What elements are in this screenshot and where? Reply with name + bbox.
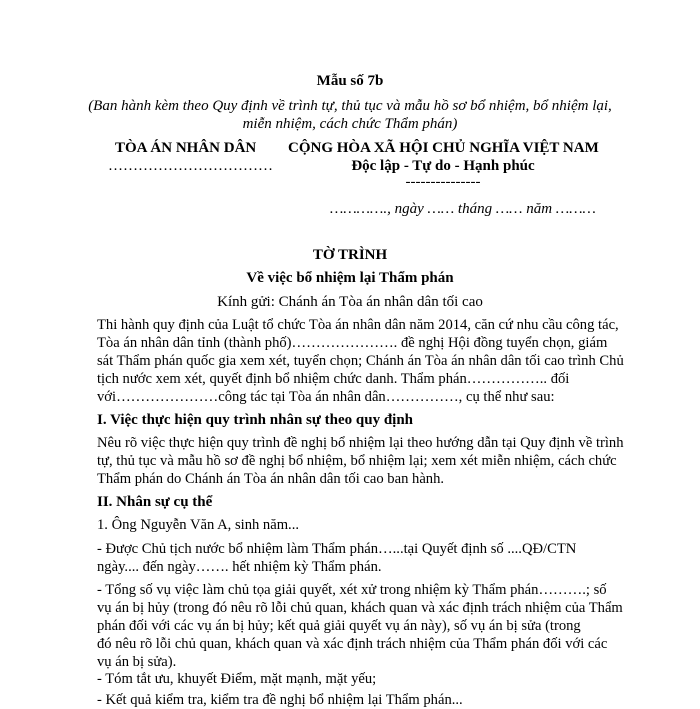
- cases-line-2: vụ án bị hủy (trong đó nêu rõ lỗi chủ quan, khách quan và xác định trách nhiệm của Thẩm: [97, 600, 623, 616]
- intro-line-4: tịch nước xem xét, quyết định bổ nhiệm chức danh. Thẩm phán…………….. đối: [97, 371, 570, 387]
- doc-title: TỜ TRÌNH: [312, 247, 388, 263]
- motto-divider: ---------------: [405, 174, 481, 190]
- recipient: Kính gửi: Chánh án Tòa án nhân dân tối cao: [217, 294, 483, 310]
- appoint-line-2: ngày.... đến ngày……. hết nhiệm kỳ Thẩm phán.: [97, 559, 382, 575]
- date-line: …………., ngày …… tháng …… năm ………: [330, 201, 596, 217]
- intro-line-1: Thi hành quy định của Luật tổ chức Tòa án nhân dân năm 2014, căn cứ nhu cầu công tác,: [97, 317, 619, 333]
- nation-name: CỘNG HÒA XÃ HỘI CHỦ NGHĨA VIỆT NAM: [288, 140, 599, 156]
- form-number: Mẫu số 7b: [316, 73, 384, 89]
- section2-heading: II. Nhân sự cụ thể: [97, 494, 213, 510]
- intro-line-3: sát Thẩm phán quốc gia xem xét, tuyển chọn; Chánh án Tòa án nhân dân tối cao trình Chủ: [97, 353, 624, 369]
- doc-subject: Về việc bổ nhiệm lại Thẩm phán: [246, 270, 454, 286]
- intro-line-5: với…………………công tác tại Tòa án nhân dân……………, cụ thể như sau:: [97, 389, 555, 405]
- intro-line-2: Tòa án nhân dân tỉnh (thành phố)…………………. đề nghị Hội đồng tuyển chọn, giám: [97, 335, 608, 351]
- court-dots: ……………………………: [108, 158, 273, 174]
- summary-line: - Tóm tắt ưu, khuyết Điểm, mặt mạnh, mặt yếu;: [97, 671, 377, 687]
- cut-off-line: - Kết quả kiểm tra, kiểm tra đề nghị bổ nhiệm lại Thẩm phán...: [97, 692, 463, 708]
- section1-line-3: Thẩm phán do Chánh án Tòa án nhân dân tối cao ban hành.: [97, 471, 445, 487]
- section1-line-2: tự, thủ tục và mẫu hồ sơ đề nghị bổ nhiệm, bổ nhiệm lại; xem xét miễn nhiệm, cách chức: [97, 453, 617, 469]
- section1-line-1: Nêu rõ việc thực hiện quy trình đề nghị bổ nhiệm lại theo hướng dẫn tại Quy định về trình: [97, 435, 624, 451]
- cases-line-4: đó nêu rõ lỗi chủ quan, khách quan và xác định trách nhiệm của Thẩm phán đối với các: [97, 636, 608, 652]
- cases-line-1: - Tổng số vụ việc làm chủ tọa giải quyết, xét xử trong nhiệm kỳ Thẩm phán……….; số: [97, 582, 607, 598]
- motto: Độc lập - Tự do - Hạnh phúc: [351, 158, 535, 174]
- cases-line-3: phán đối với các vụ án bị hủy; kết quả giải quyết vụ án này), số vụ án bị sửa (trong: [97, 618, 581, 634]
- appoint-line-1: - Được Chủ tịch nước bổ nhiệm làm Thẩm phán…...tại Quyết định số ....QĐ/CTN: [97, 541, 577, 557]
- person-line: 1. Ông Nguyễn Văn A, sinh năm...: [97, 517, 300, 533]
- section1-heading: I. Việc thực hiện quy trình nhân sự theo quy định: [97, 412, 414, 428]
- issued-note-line-2: miễn nhiệm, cách chức Thẩm phán): [242, 116, 458, 132]
- court-name: TÒA ÁN NHÂN DÂN: [115, 140, 257, 156]
- cases-line-5: vụ án bị sửa).: [97, 654, 177, 670]
- issued-note-line-1: (Ban hành kèm theo Quy định về trình tự, thủ tục và mẫu hồ sơ bổ nhiệm, bổ nhiệm lại,: [88, 98, 612, 114]
